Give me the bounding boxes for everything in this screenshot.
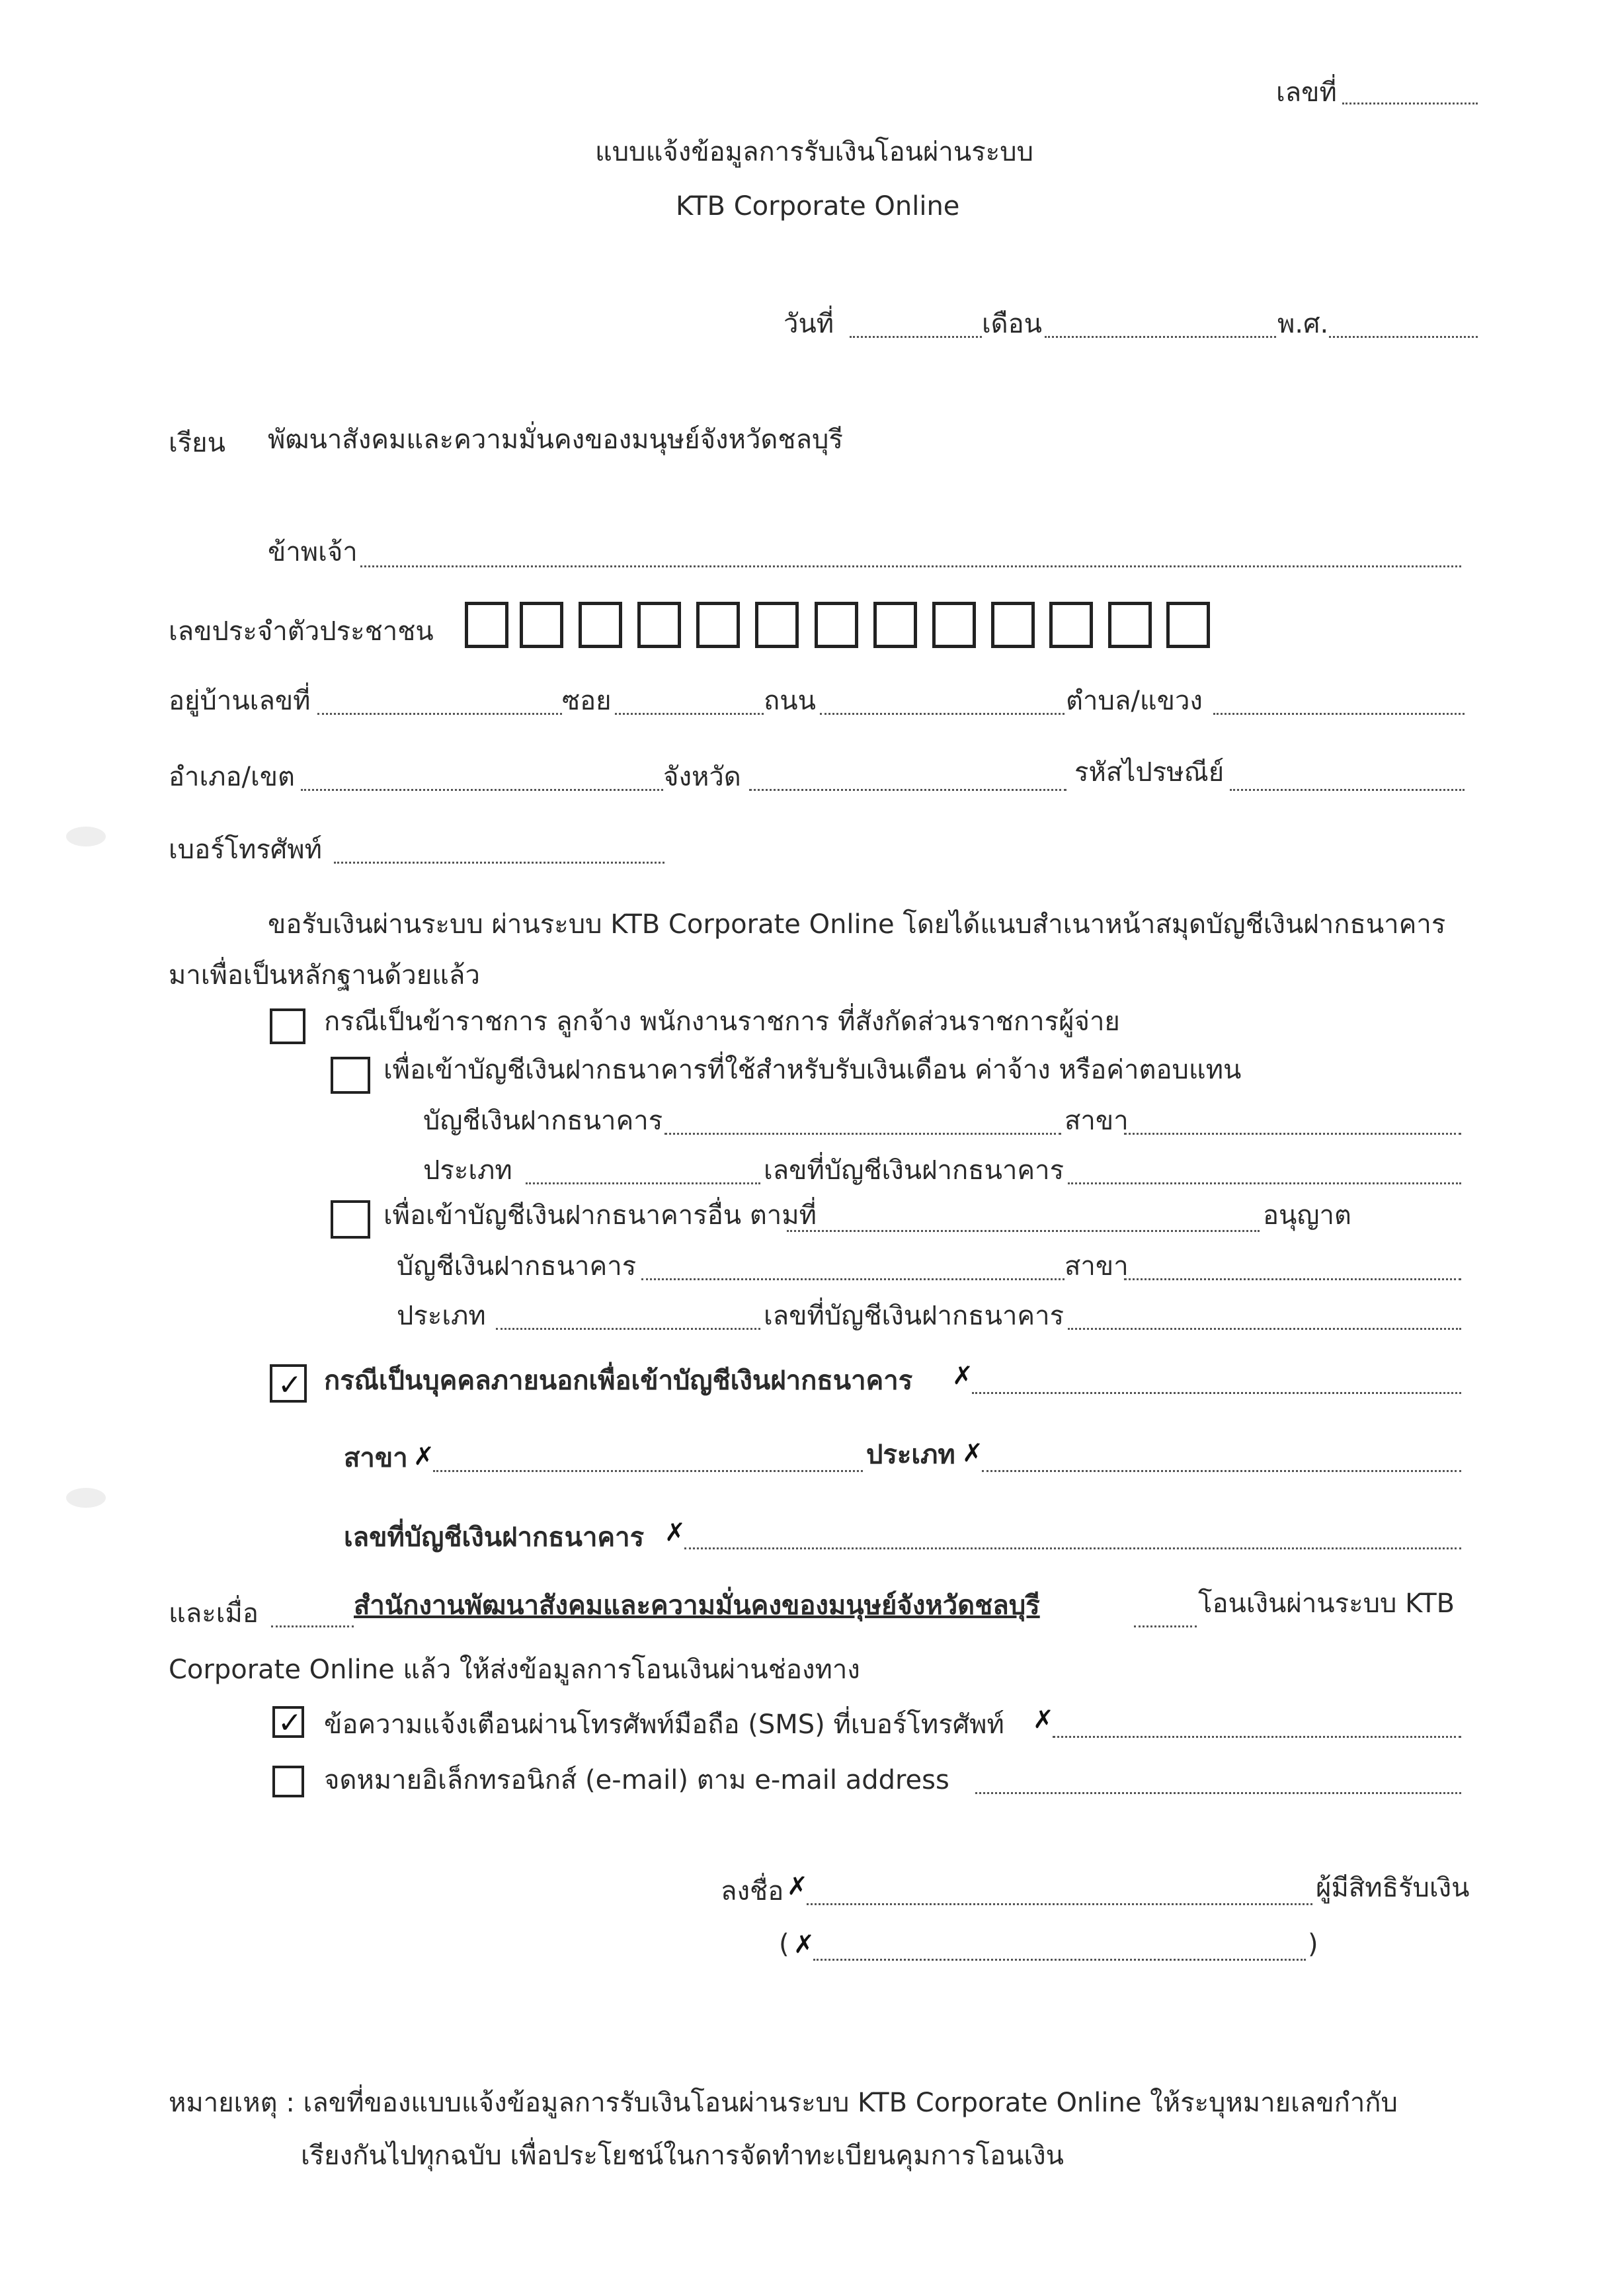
province-label: จังหวัด bbox=[663, 762, 741, 792]
sign-label: ลงชื่อ bbox=[721, 1876, 784, 1906]
email-address-field[interactable] bbox=[975, 1792, 1461, 1794]
house-no-label: อยู่บ้านเลขที่ bbox=[169, 686, 311, 716]
id-digit-box[interactable] bbox=[1108, 602, 1152, 648]
case-gov-sub2-label: เพื่อเข้าบัญชีเงินฝากธนาคารอื่น ตามที่ bbox=[383, 1200, 817, 1231]
signature-field[interactable] bbox=[807, 1903, 1312, 1905]
sub1-account-no-field[interactable] bbox=[1068, 1182, 1461, 1184]
applicant-field[interactable] bbox=[360, 565, 1461, 567]
when-tail-text: โอนเงินผ่านระบบ KTB bbox=[1198, 1588, 1455, 1619]
x-mark-icon: ✗ bbox=[413, 1442, 434, 1471]
sub1-type-field[interactable] bbox=[526, 1182, 760, 1184]
x-mark-icon: ✗ bbox=[952, 1361, 973, 1390]
x-mark-icon: ✗ bbox=[1033, 1705, 1054, 1734]
case-outside-checkbox[interactable] bbox=[270, 1364, 307, 1403]
sub2-type-field[interactable] bbox=[496, 1328, 760, 1330]
district-field[interactable] bbox=[301, 789, 663, 791]
date-month-field[interactable] bbox=[1045, 336, 1276, 338]
sub1-branch-field[interactable] bbox=[1124, 1133, 1461, 1135]
id-digit-box[interactable] bbox=[579, 602, 622, 648]
when-field-tail bbox=[1134, 1625, 1197, 1627]
sms-phone-field[interactable] bbox=[1053, 1736, 1461, 1738]
id-digit-box[interactable] bbox=[991, 602, 1035, 648]
soi-label: ซอย bbox=[562, 686, 612, 716]
case-gov-sub2-checkbox[interactable] bbox=[331, 1200, 370, 1239]
applicant-label: ข้าพเจ้า bbox=[268, 537, 358, 567]
date-month-label: เดือน bbox=[982, 309, 1043, 339]
case-outside-label: กรณีเป็นบุคคลภายนอกเพื่อเข้าบัญชีเงินฝากธนาคาร bbox=[324, 1366, 913, 1396]
request-text-line1: ขอรับเงินผ่านระบบ ผ่านระบบ KTB Corporate Online โดยได้แนบสำเนาหน้าสมุดบัญชีเงินฝากธนาคาร bbox=[268, 909, 1446, 940]
id-digit-box[interactable] bbox=[465, 602, 508, 648]
case-gov-label: กรณีเป็นข้าราชการ ลูกจ้าง พนักงานราชการ ที่สังกัดส่วนราชการผู้จ่าย bbox=[324, 1006, 1120, 1037]
sub2-account-no-label: เลขที่บัญชีเงินฝากธนาคาร bbox=[764, 1301, 1065, 1331]
paren-open: ( bbox=[779, 1929, 789, 1959]
form-title-line1: แบบแจ้งข้อมูลการรับเงินโอนผ่านระบบ bbox=[595, 137, 1033, 167]
case-gov-sub1-checkbox[interactable] bbox=[331, 1057, 370, 1094]
doc-no-field[interactable] bbox=[1342, 102, 1478, 104]
when-office-name: สำนักงานพัฒนาสังคมและความมั่นคงของมนุษย์จังหวัดชลบุรี bbox=[354, 1590, 1040, 1621]
check-icon: ✓ bbox=[278, 1706, 302, 1740]
id-digit-box[interactable] bbox=[637, 602, 681, 648]
recipient-label: ผู้มีสิทธิรับเงิน bbox=[1316, 1873, 1470, 1903]
note-line1: หมายเหตุ : เลขที่ของแบบแจ้งข้อมูลการรับเงินโอนผ่านระบบ KTB Corporate Online ให้ระบุหมายเลขกำกับ bbox=[169, 2088, 1398, 2118]
id-digit-box[interactable] bbox=[755, 602, 799, 648]
to-recipient: พัฒนาสังคมและความมั่นคงของมนุษย์จังหวัดชลบุรี bbox=[268, 425, 843, 455]
outside-account-no-label: เลขที่บัญชีเงินฝากธนาคาร bbox=[344, 1522, 645, 1553]
request-text-line2: มาเพื่อเป็นหลักฐานด้วยแล้ว bbox=[169, 960, 480, 991]
doc-no-label: เลขที่ bbox=[1276, 77, 1337, 108]
sub1-type-label: ประเภท bbox=[423, 1155, 512, 1186]
email-label: จดหมายอิเล็กทรอนิกส์ (e-mail) ตาม e-mail address bbox=[324, 1765, 949, 1795]
scan-smudge bbox=[66, 827, 106, 846]
sub1-bank-account-field[interactable] bbox=[664, 1133, 1061, 1135]
house-no-field[interactable] bbox=[317, 713, 562, 715]
sub2-bank-account-field[interactable] bbox=[641, 1278, 1065, 1280]
phone-field[interactable] bbox=[334, 862, 664, 864]
date-year-field[interactable] bbox=[1329, 336, 1478, 338]
scan-smudge bbox=[66, 1488, 106, 1508]
subdistrict-label: ตำบล/แขวง bbox=[1066, 686, 1203, 716]
road-field[interactable] bbox=[820, 713, 1065, 715]
soi-field[interactable] bbox=[615, 713, 764, 715]
sub1-account-no-label: เลขที่บัญชีเงินฝากธนาคาร bbox=[764, 1155, 1065, 1186]
outside-account-no-field[interactable] bbox=[684, 1547, 1461, 1549]
check-icon: ✓ bbox=[278, 1368, 302, 1402]
subdistrict-field[interactable] bbox=[1213, 713, 1465, 715]
id-digit-box[interactable] bbox=[932, 602, 976, 648]
sub2-type-label: ประเภท bbox=[397, 1301, 486, 1331]
id-digit-box[interactable] bbox=[873, 602, 917, 648]
outside-branch-label: สาขา bbox=[344, 1443, 408, 1473]
to-label: เรียน bbox=[169, 428, 225, 458]
province-field[interactable] bbox=[749, 789, 1066, 791]
sms-label: ข้อความแจ้งเตือนผ่านโทรศัพท์มือถือ (SMS) ที่เบอร์โทรศัพท์ bbox=[324, 1709, 1004, 1740]
district-label: อำเภอ/เขต bbox=[169, 762, 296, 792]
id-digit-box[interactable] bbox=[815, 602, 858, 648]
outside-type-field[interactable] bbox=[982, 1470, 1461, 1472]
printed-name-field[interactable] bbox=[813, 1959, 1306, 1961]
sub2-branch-label: สาขา bbox=[1065, 1251, 1129, 1282]
sub2-approval-field[interactable] bbox=[787, 1230, 1260, 1232]
paren-close: ) bbox=[1308, 1929, 1318, 1959]
when-label: และเมื่อ bbox=[169, 1598, 259, 1629]
email-checkbox[interactable] bbox=[272, 1766, 304, 1797]
x-mark-icon: ✗ bbox=[962, 1438, 983, 1467]
x-mark-icon: ✗ bbox=[787, 1871, 808, 1901]
x-mark-icon: ✗ bbox=[793, 1930, 815, 1959]
case-gov-sub1-label: เพื่อเข้าบัญชีเงินฝากธนาคารที่ใช้สำหรับรับเงินเดือน ค่าจ้าง หรือค่าตอบแทน bbox=[383, 1055, 1242, 1085]
outside-bank-account-field[interactable] bbox=[972, 1392, 1461, 1394]
id-digit-box[interactable] bbox=[1049, 602, 1093, 648]
road-label: ถนน bbox=[764, 686, 816, 716]
id-digit-box[interactable] bbox=[520, 602, 563, 648]
sub1-branch-label: สาขา bbox=[1065, 1106, 1129, 1136]
when-field-lead bbox=[271, 1625, 354, 1627]
sub2-bank-account-label: บัญชีเงินฝากธนาคาร bbox=[397, 1251, 637, 1282]
phone-label: เบอร์โทรศัพท์ bbox=[169, 835, 323, 865]
form-title-line2: KTB Corporate Online bbox=[676, 191, 960, 222]
sms-checkbox[interactable] bbox=[272, 1706, 304, 1738]
id-label: เลขประจำตัวประชาชน bbox=[169, 616, 434, 647]
approved-label: อนุญาต bbox=[1263, 1200, 1351, 1231]
date-day-label: วันที่ bbox=[784, 309, 834, 339]
outside-type-label: ประเภท bbox=[866, 1440, 955, 1470]
date-day-field[interactable] bbox=[850, 336, 982, 338]
case-gov-checkbox[interactable] bbox=[270, 1008, 305, 1044]
sub2-branch-field[interactable] bbox=[1124, 1278, 1461, 1280]
sub1-bank-account-label: บัญชีเงินฝากธนาคาร bbox=[423, 1106, 663, 1136]
postcode-label: รหัสไปรษณีย์ bbox=[1074, 757, 1225, 788]
date-year-label: พ.ศ. bbox=[1277, 309, 1329, 339]
x-mark-icon: ✗ bbox=[664, 1518, 686, 1547]
outside-branch-field[interactable] bbox=[433, 1470, 863, 1472]
sub2-account-no-field[interactable] bbox=[1068, 1328, 1461, 1330]
id-digit-box[interactable] bbox=[696, 602, 740, 648]
note-line2: เรียงกันไปทุกฉบับ เพื่อประโยชน์ในการจัดทำทะเบียนคุมการโอนเงิน bbox=[301, 2141, 1065, 2171]
postcode-field[interactable] bbox=[1230, 789, 1465, 791]
notify-text: Corporate Online แล้ว ให้ส่งข้อมูลการโอนเงินผ่านช่องทาง bbox=[169, 1655, 860, 1685]
id-digit-box[interactable] bbox=[1166, 602, 1210, 648]
